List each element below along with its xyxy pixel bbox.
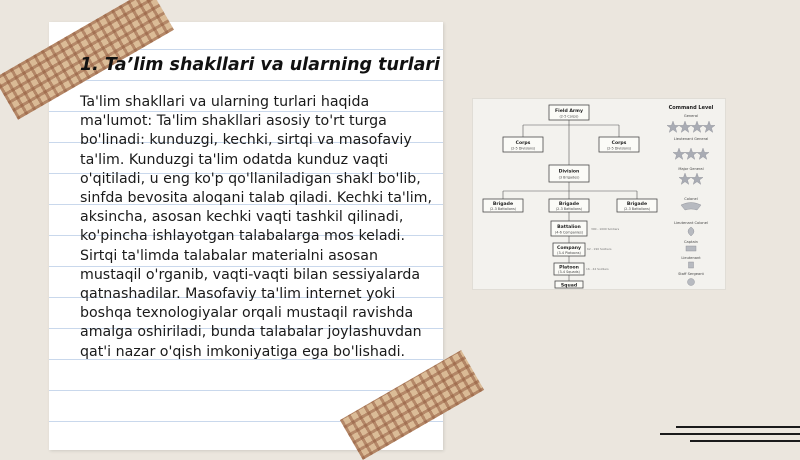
chart-node-corps bbox=[599, 137, 639, 152]
chart-node-brigade bbox=[617, 199, 657, 212]
node-label: Division bbox=[558, 169, 580, 175]
rank-label-lieutenant-colonel: Lieutenant Colonel bbox=[674, 221, 708, 225]
lieutenant-general-insignia-icon bbox=[673, 148, 709, 159]
node-sublabel: (2-3 Battalions) bbox=[555, 207, 583, 211]
decorative-line bbox=[660, 433, 800, 435]
general-insignia-icon bbox=[667, 121, 715, 132]
chart-node-division bbox=[549, 165, 589, 182]
chart-node-field-army bbox=[549, 105, 589, 120]
node-sublabel: (4-6 Companies) bbox=[554, 230, 584, 235]
node-sublabel: (3 Brigades) bbox=[558, 175, 580, 180]
node-label: Brigade bbox=[626, 202, 648, 207]
rank-label-captain: Captain bbox=[684, 240, 698, 244]
oak-leaf-icon bbox=[688, 227, 694, 236]
node-label: Brigade bbox=[492, 202, 514, 207]
command-level-heading: Command Level bbox=[668, 105, 714, 111]
chart-link bbox=[503, 182, 637, 199]
note-platoon: 16 - 44 Soldiers bbox=[586, 267, 609, 271]
chart-node-brigade bbox=[483, 199, 523, 212]
node-sublabel: (2-5 Divisions) bbox=[606, 146, 632, 151]
rank-label-staff-sergeant: Staff Sergeant bbox=[678, 272, 704, 276]
chart-node-squad bbox=[555, 281, 583, 289]
chart-node-corps bbox=[503, 137, 543, 152]
decorative-line bbox=[690, 440, 800, 442]
colonel-eagle-icon bbox=[681, 203, 701, 211]
slide-title: 1. Ta’lim shakllari va ularning turlari bbox=[80, 55, 441, 75]
note-battalion: 300 - 1000 Soldiers bbox=[591, 227, 620, 231]
chart-node-brigade bbox=[549, 199, 589, 212]
node-sublabel: (3-4 Squads) bbox=[558, 270, 580, 274]
army-organization-chart bbox=[472, 98, 726, 290]
captain-bars-icon bbox=[686, 246, 696, 251]
node-sublabel: (2-3 Battalions) bbox=[623, 207, 651, 211]
node-sublabel: (2-5 Divisions) bbox=[510, 146, 536, 151]
node-label: Squad bbox=[560, 283, 578, 289]
rank-label-major-general: Major General bbox=[678, 167, 704, 171]
decorative-line bbox=[676, 426, 800, 428]
node-label: Company bbox=[557, 246, 581, 251]
rank-label-colonel: Colonel bbox=[684, 197, 698, 201]
node-sublabel: (3-4 Platoons) bbox=[557, 251, 581, 255]
node-sublabel: (2-5 Corps) bbox=[559, 114, 579, 119]
node-label: Platoon bbox=[559, 265, 579, 271]
rank-label-lieutenant-general: Lieutenant General bbox=[673, 137, 709, 141]
chart-link bbox=[523, 120, 619, 137]
chart-node-platoon bbox=[554, 263, 584, 275]
major-general-insignia-icon bbox=[679, 173, 703, 184]
node-sublabel: (2-3 Battalions) bbox=[489, 207, 517, 211]
slide-body-text: Ta'lim shakllari va ularning turlari haqida ma'lumot: Ta'lim shakllari asosiy to'rt turga bo'linadi: kunduzgi, kechki, sirtqi va masofaviy ta'lim. Kunduzgi ta'lim odatda kunduz vaqti o'qitiladi, u eng ko'p qo'llaniladigan shakl bo'lib, sinfda bevosita aloqani talab qiladi. Kechki ta'lim, aksincha, asosan kechki vaqti tashkil qilinadi, ko'pincha ishlayotgan talabalarga mos keladi. Sirtqi ta'limda talabalar materialni asosan mustaqil o'rganib, vaqti-vaqti bilan sessiyalarda qatnashadilar. Masofaviy ta'lim internet yoki boshqa texnologiyalar orqali mustaqil ravishda amalga oshiriladi, bunda talabalar joylashuvdan qat'i nazar o'qish imkoniyatiga ega bo'lishadi. bbox=[80, 94, 433, 360]
staff-sergeant-insignia-icon bbox=[688, 279, 695, 286]
rank-label-lieutenant: Lieutenant bbox=[681, 256, 701, 260]
chart-node-battalion bbox=[551, 221, 587, 236]
node-label: Corps bbox=[611, 141, 627, 146]
note-company: 62 - 190 Soldiers bbox=[587, 247, 612, 251]
chart-node-company bbox=[553, 243, 585, 256]
node-label: Field Army bbox=[555, 109, 583, 114]
lieutenant-bar-icon bbox=[689, 262, 694, 268]
node-label: Corps bbox=[515, 141, 531, 146]
node-label: Brigade bbox=[558, 202, 580, 207]
node-label: Battalion bbox=[557, 225, 581, 230]
rank-label-general: General bbox=[683, 114, 699, 118]
